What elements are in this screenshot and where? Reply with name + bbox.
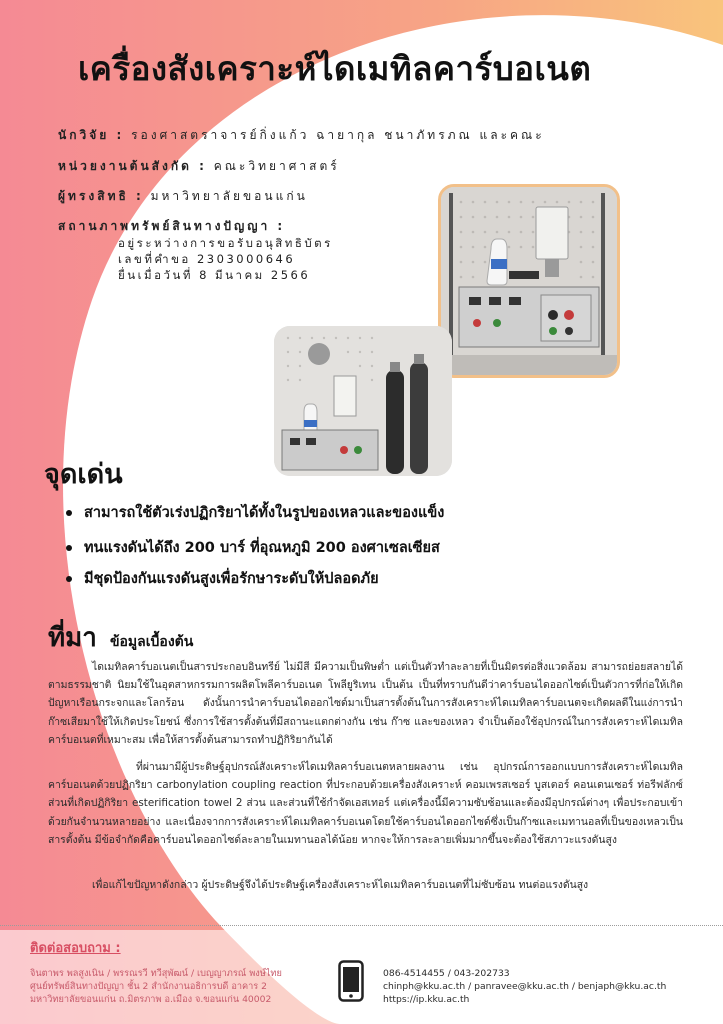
apparatus-photo-side [274,326,452,476]
researcher-row [58,126,545,145]
agency-row [58,157,340,176]
source-paragraph-3: เพื่อแก้ไขปัญหาดังกล่าว ผู้ประดิษฐ์จึงได้ประดิษฐ์เครื่องสังเคราะห์ไดเมทิลคาร์บอเนตที่ไม่ซับซ้อน ทนต่อแรงดันสูง [92,879,589,891]
ip-status-line-1: อยู่ระหว่างการขอรับอนุสิทธิบัตร [118,236,333,250]
highlight-item: มีชุดป้องกันแรงดันสูงเพื่อรักษาระดับให้ปลอดภัย [66,567,379,590]
mobile-phone-icon [338,960,364,1006]
contact-phone[interactable]: 086-4514455 / 043-202733 [383,968,510,979]
contact-website-link[interactable]: https://ip.kku.ac.th [383,994,470,1005]
source-title: ที่มา [48,623,97,653]
bullet-dot-icon [66,576,72,582]
contact-address-1: ศูนย์ทรัพย์สินทางปัญญา ชั้น 2 สำนักงานอธิการบดี อาคาร 2 [30,981,268,992]
contact-names: จินตาพร พลสูงเนิน / พรรณรวี ทวีสุพัฒน์ / เบญญาภรณ์ พงษ์ไทย [30,968,282,979]
agency-label: หน่วยงานต้นสังกัด : [58,159,207,173]
researcher-label: นักวิจัย : [58,128,125,142]
ip-status-line-3: ยื่นเมื่อวันที่ 8 มีนาคม 2566 [118,268,311,282]
source-paragraph-1: ไดเมทิลคาร์บอเนตเป็นสารประกอบอินทรีย์ ไม่มีสี มีความเป็นพิษต่ำ แต่เป็นตัวทำละลายที่เป็นมิตรต่อสิ่งแวดล้อม สามารถย่อยสลายได้ตามธรรมชาติ นิยมใช้ในอุตสาหกรรมการผลิตโพลีคาร์บอเนต โพลียูริเทน เป็นต้น เป็นที่ทราบกันดีว่าคาร์บอนไดออกไซด์เป็นตัวการที่ก่อให้เกิดปัญหาเรือนกระจกและโลกร้อน ดังนั้นการนำคาร์บอนไดออกไซด์มาเป็นสารตั้งต้นในการสังเคราะห์ไดเมทิลคาร์บอเนตจะเกิดผลดีในแง่การนำก๊าซเสียมาใช้ให้เกิดประโยชน์ ซึ่งการใช้สารตั้งต้นที่มีสถานะแตกต่างกัน เช่น ก๊าซ และของเหลว จำเป็นต้องใช้อุปกรณ์ในการสังเคราะห์ไดเมทิลคาร์บอเนตที่เหมาะสม เพื่อให้สารตั้งต้นสามารถทำปฏิกิริยากันได้ [48,661,683,746]
contact-heading: ติดต่อสอบถาม : [30,941,121,956]
footer-divider [0,925,723,926]
bullet-dot-icon [66,510,72,516]
owner-value: มหาวิทยาลัยขอนแก่น [150,189,308,203]
contact-address-2: มหาวิทยาลัยขอนแก่น ถ.มิตรภาพ อ.เมือง จ.ขอนแก่น 40002 [30,994,272,1005]
researcher-value: รองศาสตราจารย์กิ่งแก้ว ฉายากุล ชนาภัทรภณ และคณะ [131,128,545,142]
source-heading [48,617,193,658]
highlight-item: สามารถใช้ตัวเร่งปฏิกริยาได้ทั้งในรูปของเหลวและของแข็ง [66,501,444,524]
ip-status-line-2: เลขที่คำขอ 2303000646 [118,252,296,266]
owner-label: ผู้ทรงสิทธิ : [58,189,144,203]
contact-emails[interactable]: chinph@kku.ac.th / panravee@kku.ac.th / benjaph@kku.ac.th [383,981,667,992]
agency-value: คณะวิทยาศาสตร์ [213,159,340,173]
ip-status-row [58,217,285,236]
bullet-dot-icon [66,545,72,551]
owner-row [58,187,308,206]
highlight-item: ทนแรงดันได้ถึง 200 บาร์ ที่อุณหภูมิ 200 องศาเซลเซียส [66,536,440,559]
source-subtitle: ข้อมูลเบื้องต้น [109,634,194,650]
source-paragraph-2: ที่ผ่านมามีผู้ประดิษฐ์อุปกรณ์สังเคราะห์ไดเมทิลคาร์บอเนตหลายผลงาน เช่น อุปกรณ์การออกแบบการสังเคราะห์ไดเมทิลคาร์บอเนตด้วยปฏิกริยา carbonylation coupling reaction ที่ประกอบด้วยเครื่องสังเคราะห์ คอมเพรสเซอร์ บูสเตอร์ คอนเดนเซอร์ ท่อรีฟลักซ์ ส่วนที่เกิดปฏิกิริยา esterification towel 2 ส่วน และส่วนที่ใช้กำจัดเอสเทอร์ แต่เครื่องนี้มีความซับซ้อนและต้องมีอุปกรณ์ต่างๆ เพื่อประกอบเข้าด้วยกันจำนวนหลายอย่าง และเนื่องจากการสังเคราะห์ไดเมทิลคาร์บอเนตโดยใช้คาร์บอนไดออกไซด์ซึ่งเป็นก๊าซและเมทานอลที่เป็นของเหลวเป็นสารตั้งต้น มีข้อจำกัดคือคาร์บอนไดออกไซด์ละลายในเมทานอลได้น้อย หากจะให้การละลายเพิ่มมากขึ้นจะต้องใช้สภาวะแรงดันสูง [48,761,683,846]
apparatus-photo-front [438,184,620,378]
ip-status-label: สถานภาพทรัพย์สินทางปัญญา : [58,219,286,233]
highlights-heading: จุดเด่น [44,459,123,490]
page-title: เครื่องสังเคราะห์ไดเมทิลคาร์บอเนต [78,49,592,88]
